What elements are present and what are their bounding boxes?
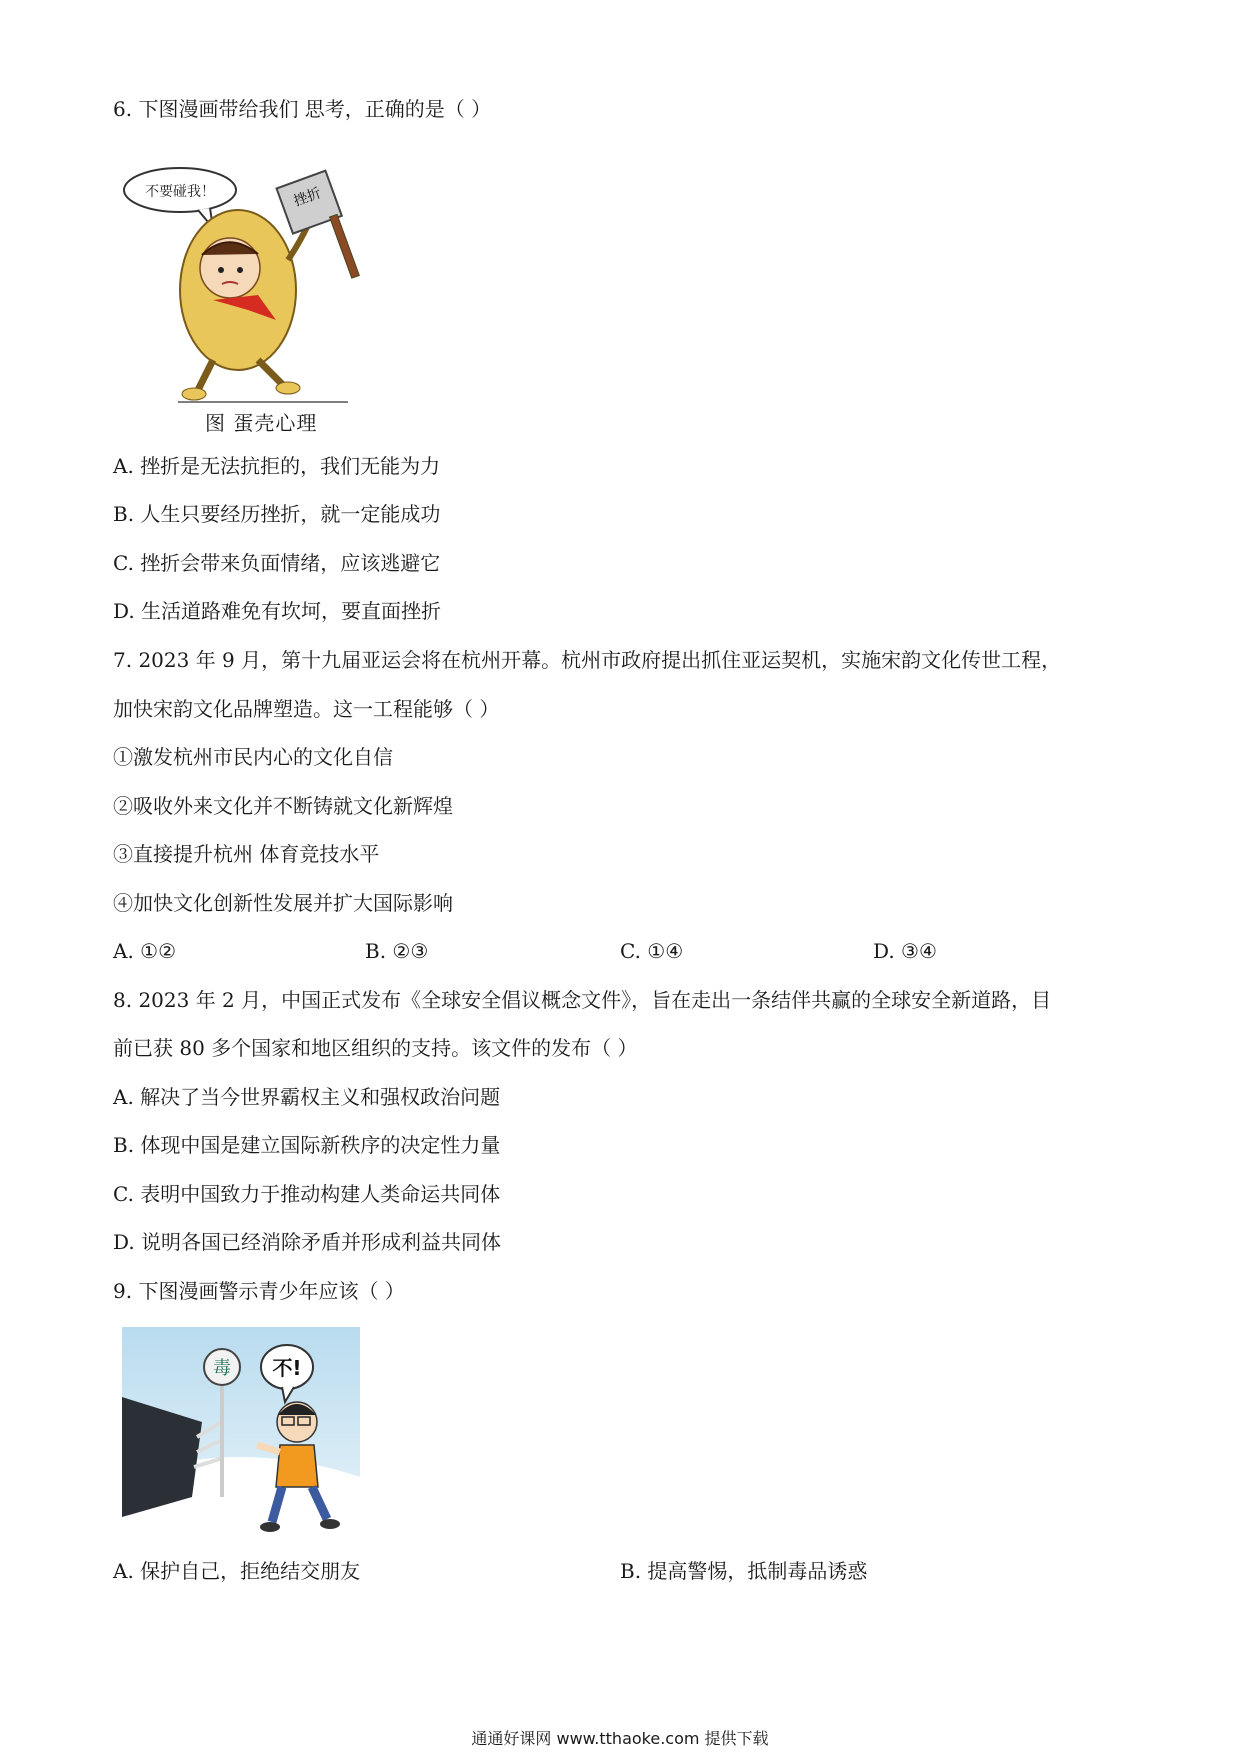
- q8-stem-line2: 前已获 80 多个国家和地区组织的支持。该文件的发布（ ）: [113, 1036, 638, 1060]
- speech-text: 不要碰我！: [145, 184, 215, 200]
- q7-item-4: ④加快文化创新性发展并扩大国际影响: [113, 891, 453, 915]
- sign-text: 挫折: [291, 185, 324, 210]
- page-footer: 通通好课网 www.tthaoke.com 提供下载: [471, 1729, 769, 1748]
- q7-choice-a: A. ①②: [113, 939, 177, 963]
- drug-warning-cartoon: [122, 1327, 360, 1537]
- q9-option-b: B. 提高警惕，抵制毒品诱惑: [620, 1559, 868, 1583]
- q6-stem: 6. 下图漫画带给我们 思考，正确的是（ ）: [113, 97, 492, 121]
- drug-cartoon-drawing: [122, 1327, 360, 1537]
- q7-choice-d: D. ③④: [873, 939, 937, 963]
- q8-option-c: C. 表明中国致力于推动构建人类命运共同体: [113, 1182, 501, 1206]
- q8-stem-line1: 8. 2023 年 2 月，中国正式发布《全球安全倡议概念文件》，旨在走出一条结伴共赢的全球安全新道路，目: [113, 988, 1052, 1012]
- q7-item-2: ②吸收外来文化并不断铸就文化新辉煌: [113, 794, 453, 818]
- egg-cartoon-drawing: [118, 150, 408, 405]
- q6-cartoon-caption: 图 蛋壳心理: [205, 411, 318, 435]
- q8-option-a: A. 解决了当今世界霸权主义和强权政治问题: [113, 1085, 501, 1109]
- egg-shell-cartoon: [118, 150, 408, 405]
- q9-stem: 9. 下图漫画警示青少年应该（ ）: [113, 1279, 405, 1303]
- q9-option-a: A. 保护自己，拒绝结交朋友: [113, 1559, 361, 1583]
- q8-option-b: B. 体现中国是建立国际新秩序的决定性力量: [113, 1133, 501, 1157]
- drug-sign-text: 毒: [213, 1358, 231, 1379]
- q6-option-a: A. 挫折是无法抗拒的，我们无能为力: [113, 454, 441, 478]
- no-speech-text: 不!: [272, 1356, 302, 1380]
- q7-stem-line2: 加快宋韵文化品牌塑造。这一工程能够（ ）: [113, 697, 500, 721]
- q7-choice-b: B. ②③: [365, 939, 429, 963]
- q6-option-c: C. 挫折会带来负面情绪，应该逃避它: [113, 551, 441, 575]
- q7-item-3: ③直接提升杭州 体育竞技水平: [113, 842, 380, 866]
- q8-option-d: D. 说明各国已经消除矛盾并形成利益共同体: [113, 1230, 502, 1254]
- q6-option-b: B. 人生只要经历挫折，就一定能成功: [113, 502, 441, 526]
- q7-item-1: ①激发杭州市民内心的文化自信: [113, 745, 393, 769]
- q7-stem-line1: 7. 2023 年 9 月，第十九届亚运会将在杭州开幕。杭州市政府提出抓住亚运契机，实施宋韵文化传世工程，: [113, 648, 1062, 672]
- q6-option-d: D. 生活道路难免有坎坷，要直面挫折: [113, 599, 442, 623]
- q7-choice-c: C. ①④: [620, 939, 684, 963]
